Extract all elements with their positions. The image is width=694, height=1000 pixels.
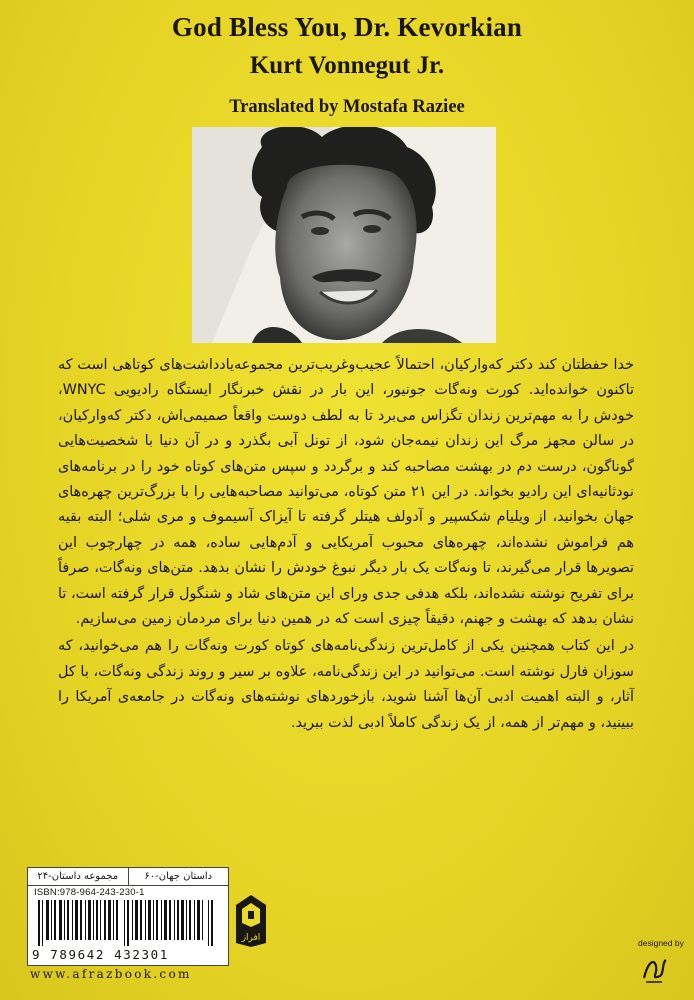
book-description: [58, 353, 634, 736]
isbn-number: ISBN:978-964-243-230-1: [34, 887, 145, 898]
barcode-digits: 9 789642 432301: [32, 947, 169, 962]
collection-number: مجموعه داستان-۲۴: [37, 871, 119, 882]
publisher-website[interactable]: www.afrazbook.com: [30, 967, 192, 981]
barcode-icon: [38, 900, 218, 946]
author-name: Kurt Vonnegut Jr.: [249, 52, 445, 79]
description-paragraph-2: در این کتاب همچنین یکی از کامل‌ترین زندگی‌نامه‌های کوتاه کورت ونه‌گات را هم می‌خوانید، که سوزان فارل نوشته است. می‌توانید در این زندگی‌نامه، علاوه بر سیر و روند زندگی ونه‌گات، با کل آثار، و البته اهمیت ادبی آن‌ها آشنا شوید، بازخوردهای نوشته‌های ونه‌گات در جامعه‌ی آمریکا را ببینید، و مهم‌تر از همه، از یک زندگی کاملاً ادبی لذت ببرید.: [58, 638, 634, 731]
publisher-logo-text: افراز: [241, 933, 261, 943]
series-number: داستان جهان-۶۰: [128, 868, 229, 885]
author-portrait: [192, 127, 496, 343]
series-info: [28, 868, 228, 886]
description-paragraph-1: خدا حفظتان کند دکتر که‌وارکیان، احتمالاً عجیب‌وغریب‌ترین مجموعه‌یادداشت‌های کوتاهی است که تاکنون خوانده‌اید. کورت ونه‌گات جونیور، این بار در نقش خبرنگار ایستگاه رادیویی WNYC، خودش را به مهم‌ترین زندان تگزاس می‌برد تا به لطف دوست واقعاً صمیمی‌اش، دکتر که‌وارکیان، در سالن مجهز مرگ این زندان نیمه‌جان شود، از تونل آبی بگذرد و در آن دنیا با شخصیت‌هایی گوناگون، درست دم در بهشت مصاحبه کند و برگردد و سپس متن‌های کوتاه خود را در برنامه‌های نودثانیه‌ای این رادیو بخواند. در این ۲۱ متن کوتاه، می‌توانید مصاحبه‌هایی را با بزرگ‌ترین چهره‌های جهان بخوانید، از ویلیام شکسپیر و آدولف هیتلر گرفته تا آیزاک آسیموف و مری شلی؛ البته بقیه هم فراموش نشده‌اند، چهره‌های محبوب آمریکایی و آدم‌هایی ساده، همه در چهارچوب این تصویرها قرار می‌گیرند، تا ونه‌گات یک بار دیگر نبوغ خودش را نشان بدهد. متن‌های ونه‌گات، صرفاً برای تفریح نوشته نشده‌اند، بلکه هدفی جدی ورای این متن‌های شاد و شنگول قرار گرفته است، تا نشان بدهد که بهشت و جهنم، دقیقاً چیزی است که در همین دنیا برای مردمان زمین می‌سازیم.: [58, 357, 634, 628]
translator-credit: Translated by Mostafa Raziee: [229, 97, 465, 117]
designer-signature-icon: [640, 952, 668, 986]
designer-credit: designed by: [638, 938, 684, 948]
book-title: God Bless You, Dr. Kevorkian: [171, 12, 523, 42]
barcode-panel: [27, 867, 229, 966]
publisher-logo: [234, 893, 268, 949]
